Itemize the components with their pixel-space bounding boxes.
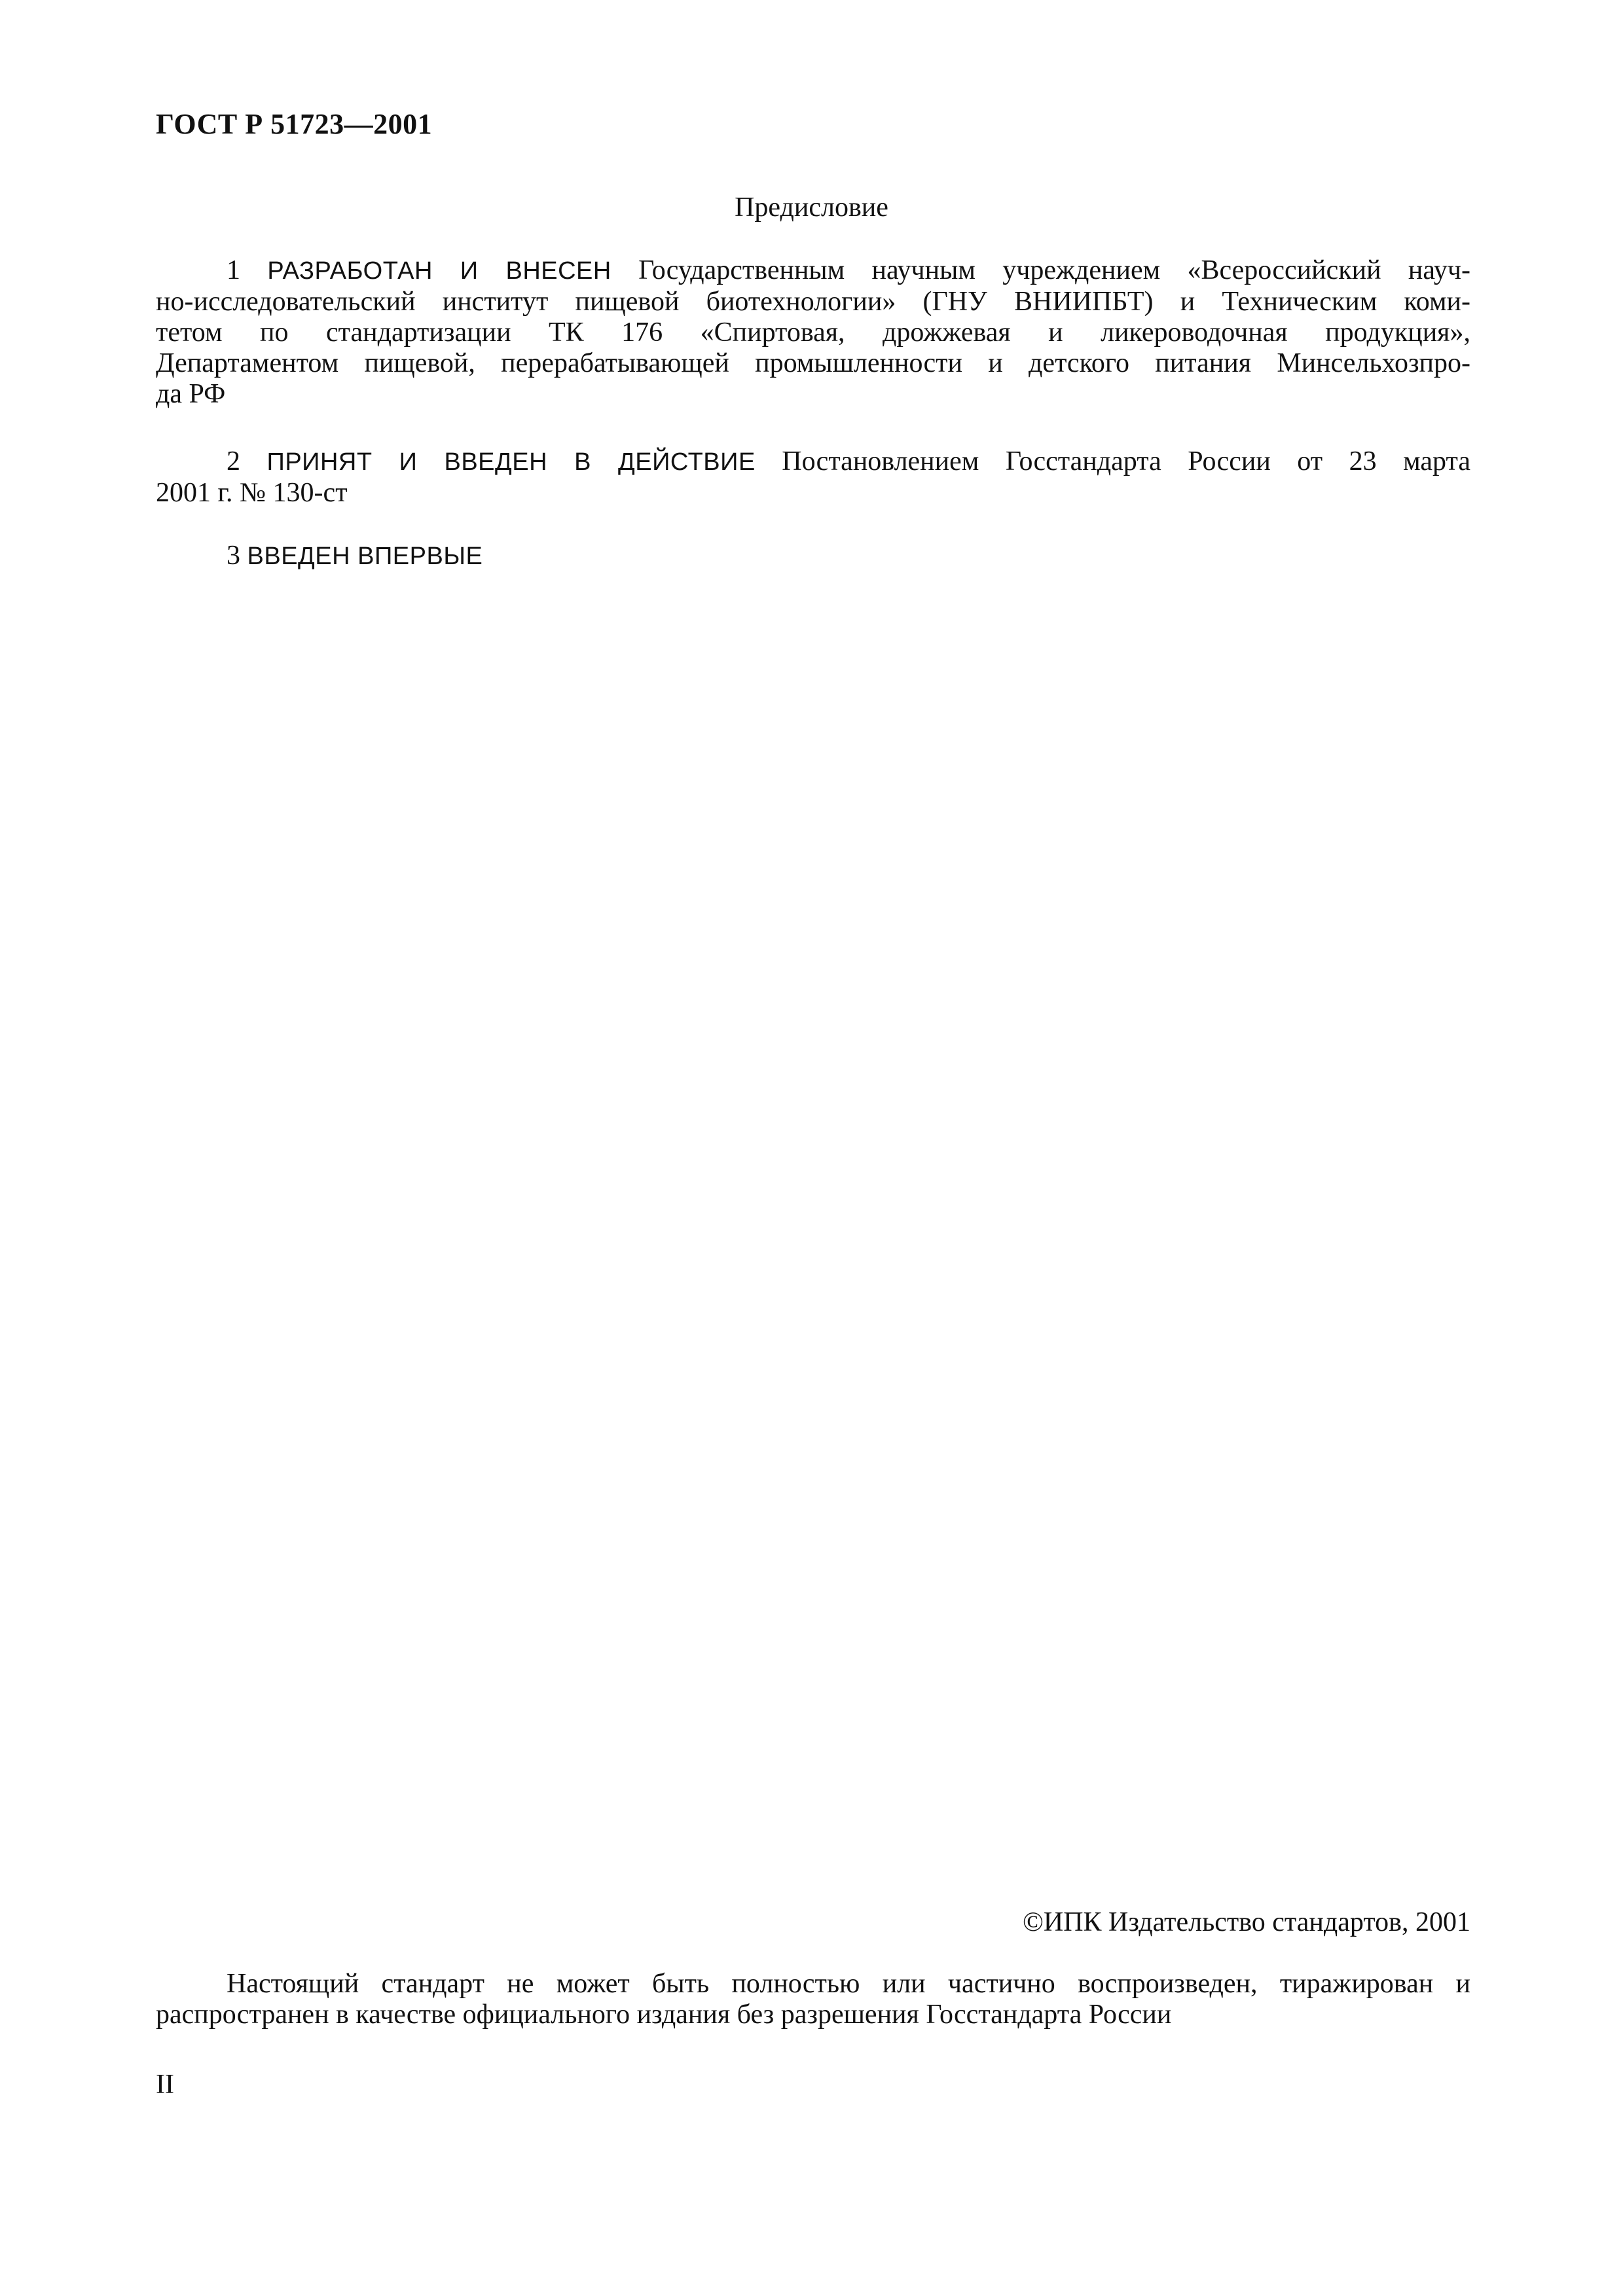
reproduction-notice-line-2: распространен в качестве официального издания без разрешения Госстандарта России (156, 2000, 1172, 2030)
foreword-item-2-line-1 (156, 446, 1470, 478)
foreword-item-2 (156, 446, 1470, 509)
reproduction-notice (156, 1969, 1470, 2030)
foreword-item-1-caps: РАЗРАБОТАН И ВНЕСЕН (267, 257, 611, 285)
foreword-item-1-line-4: Департаментом пищевой, перерабатывающей промышленности и детского питания Минсельхозпро- (156, 348, 1470, 378)
copyright-line: ©ИПК Издательство стандартов, 2001 (1022, 1907, 1470, 1937)
foreword-item-1-line-1 (156, 255, 1470, 287)
foreword-item-2-caps: ПРИНЯТ И ВВЕДЕН В ДЕЙСТВИЕ (266, 448, 756, 476)
foreword-item-3-line-1 (156, 541, 1470, 572)
foreword-item-2-line-2: 2001 г. № 130-ст (156, 478, 348, 508)
foreword-item-1-number: 1 (227, 255, 240, 285)
foreword-item-1-text-1: Государственным научным учреждением «Всероссийский науч- (638, 255, 1470, 285)
foreword-item-1-line-5: да РФ (156, 379, 226, 409)
foreword-item-2-text-1: Постановлением Госстандарта России от 23 марта (782, 446, 1470, 476)
foreword-item-3 (156, 541, 1470, 572)
foreword-title: Предисловие (735, 192, 888, 223)
reproduction-notice-line-1: Настоящий стандарт не может быть полностью или частично воспроизведен, тиражирован и (227, 1969, 1470, 1999)
foreword-item-1 (156, 255, 1470, 410)
foreword-item-1-line-3: тетом по стандартизации ТК 176 «Спиртовая, дрожжевая и ликероводочная продукция», (156, 317, 1470, 348)
foreword-item-3-caps: ВВЕДЕН ВПЕРВЫЕ (247, 543, 483, 570)
document-code: ГОСТ Р 51723—2001 (156, 108, 433, 140)
page-number: II (156, 2070, 174, 2100)
foreword-item-1-line-2: но-исследовательский институт пищевой биотехнологии» (ГНУ ВНИИПБТ) и Техническим коми- (156, 287, 1470, 317)
foreword-item-3-number: 3 (227, 541, 240, 571)
foreword-item-2-number: 2 (227, 446, 240, 476)
